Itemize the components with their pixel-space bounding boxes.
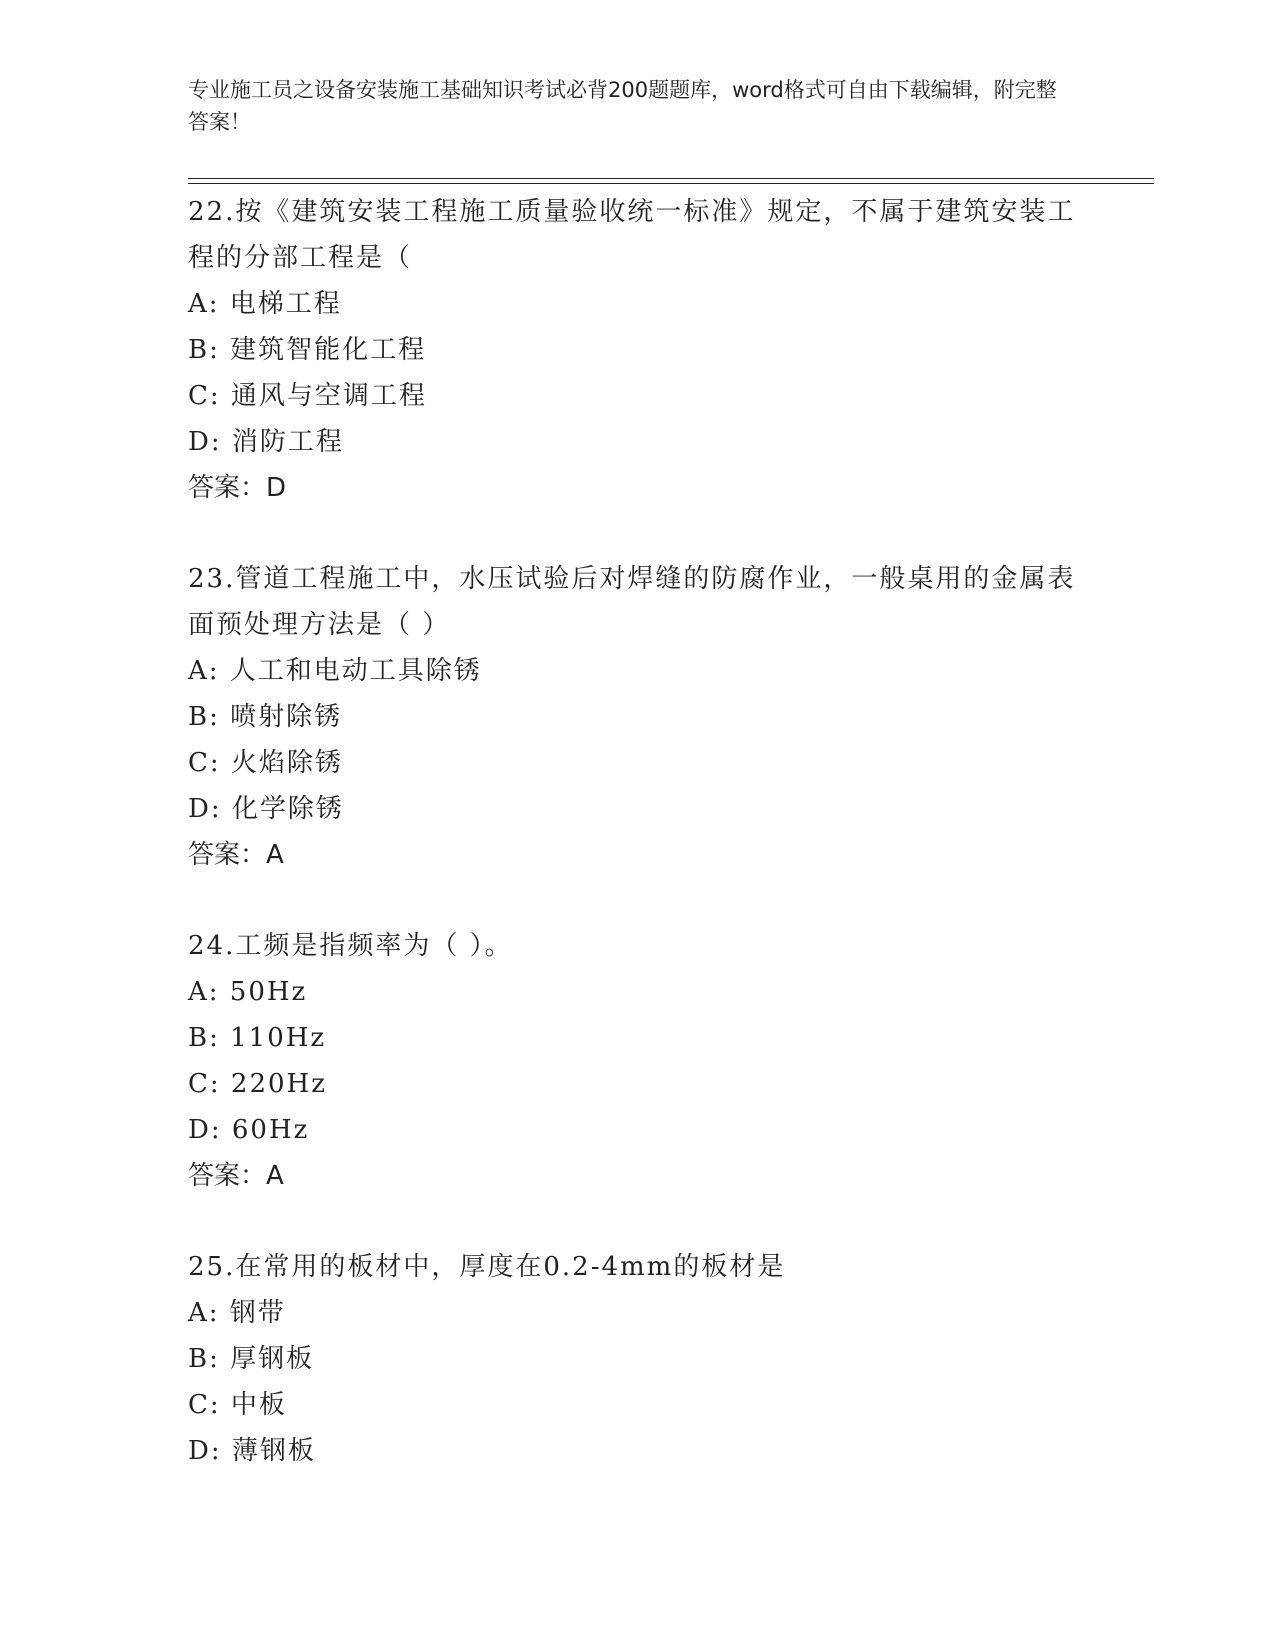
header-text: 专业施工员之设备安装施工基础知识考试必背200题题库，word格式可自由下载编辑，附完整答案！ xyxy=(188,78,1057,134)
option-b: B: 喷射除锈 xyxy=(188,702,343,732)
question-24 xyxy=(188,923,1088,1199)
option-a: A: 人工和电动工具除锈 xyxy=(188,656,482,686)
question-25 xyxy=(188,1244,1088,1474)
question-stem: 24.工频是指频率为（ ）。 xyxy=(188,931,513,961)
option-c: C: 220Hz xyxy=(188,1069,327,1099)
answer-line: 答案：A xyxy=(188,1161,284,1191)
option-c: C: 中板 xyxy=(188,1390,287,1420)
answer-line: 答案：A xyxy=(188,840,284,870)
answer-line: 答案：D xyxy=(188,473,287,503)
option-a: A: 电梯工程 xyxy=(188,289,342,319)
question-spacer xyxy=(188,511,1088,556)
question-list xyxy=(188,189,1088,1474)
question-spacer xyxy=(188,878,1088,923)
option-d: D: 化学除锈 xyxy=(188,794,344,824)
header-rule-top xyxy=(188,178,1154,179)
option-d: D: 60Hz xyxy=(188,1115,310,1145)
question-23 xyxy=(188,556,1088,878)
option-b: B: 110Hz xyxy=(188,1023,327,1053)
option-b: B: 建筑智能化工程 xyxy=(188,335,427,365)
question-stem: 23.管道工程施工中，水压试验后对焊缝的防腐作业，一般桌用的金属表面预处理方法是（ ） xyxy=(188,564,1076,640)
question-stem: 25.在常用的板材中，厚度在0.2-4mm的板材是 xyxy=(188,1252,786,1282)
header-rule-bottom xyxy=(188,183,1154,184)
option-c: C: 火焰除锈 xyxy=(188,748,343,778)
question-22 xyxy=(188,189,1088,511)
question-spacer xyxy=(188,1199,1088,1244)
question-stem: 22.按《建筑安装工程施工质量验收统一标准》规定，不属于建筑安装工程的分部工程是（ xyxy=(188,197,1076,273)
option-b: B: 厚钢板 xyxy=(188,1344,315,1374)
document-header xyxy=(188,74,1068,138)
option-d: D: 薄钢板 xyxy=(188,1436,316,1466)
option-a: A: 钢带 xyxy=(188,1298,286,1328)
option-a: A: 50Hz xyxy=(188,977,308,1007)
option-c: C: 通风与空调工程 xyxy=(188,381,427,411)
option-d: D: 消防工程 xyxy=(188,427,344,457)
